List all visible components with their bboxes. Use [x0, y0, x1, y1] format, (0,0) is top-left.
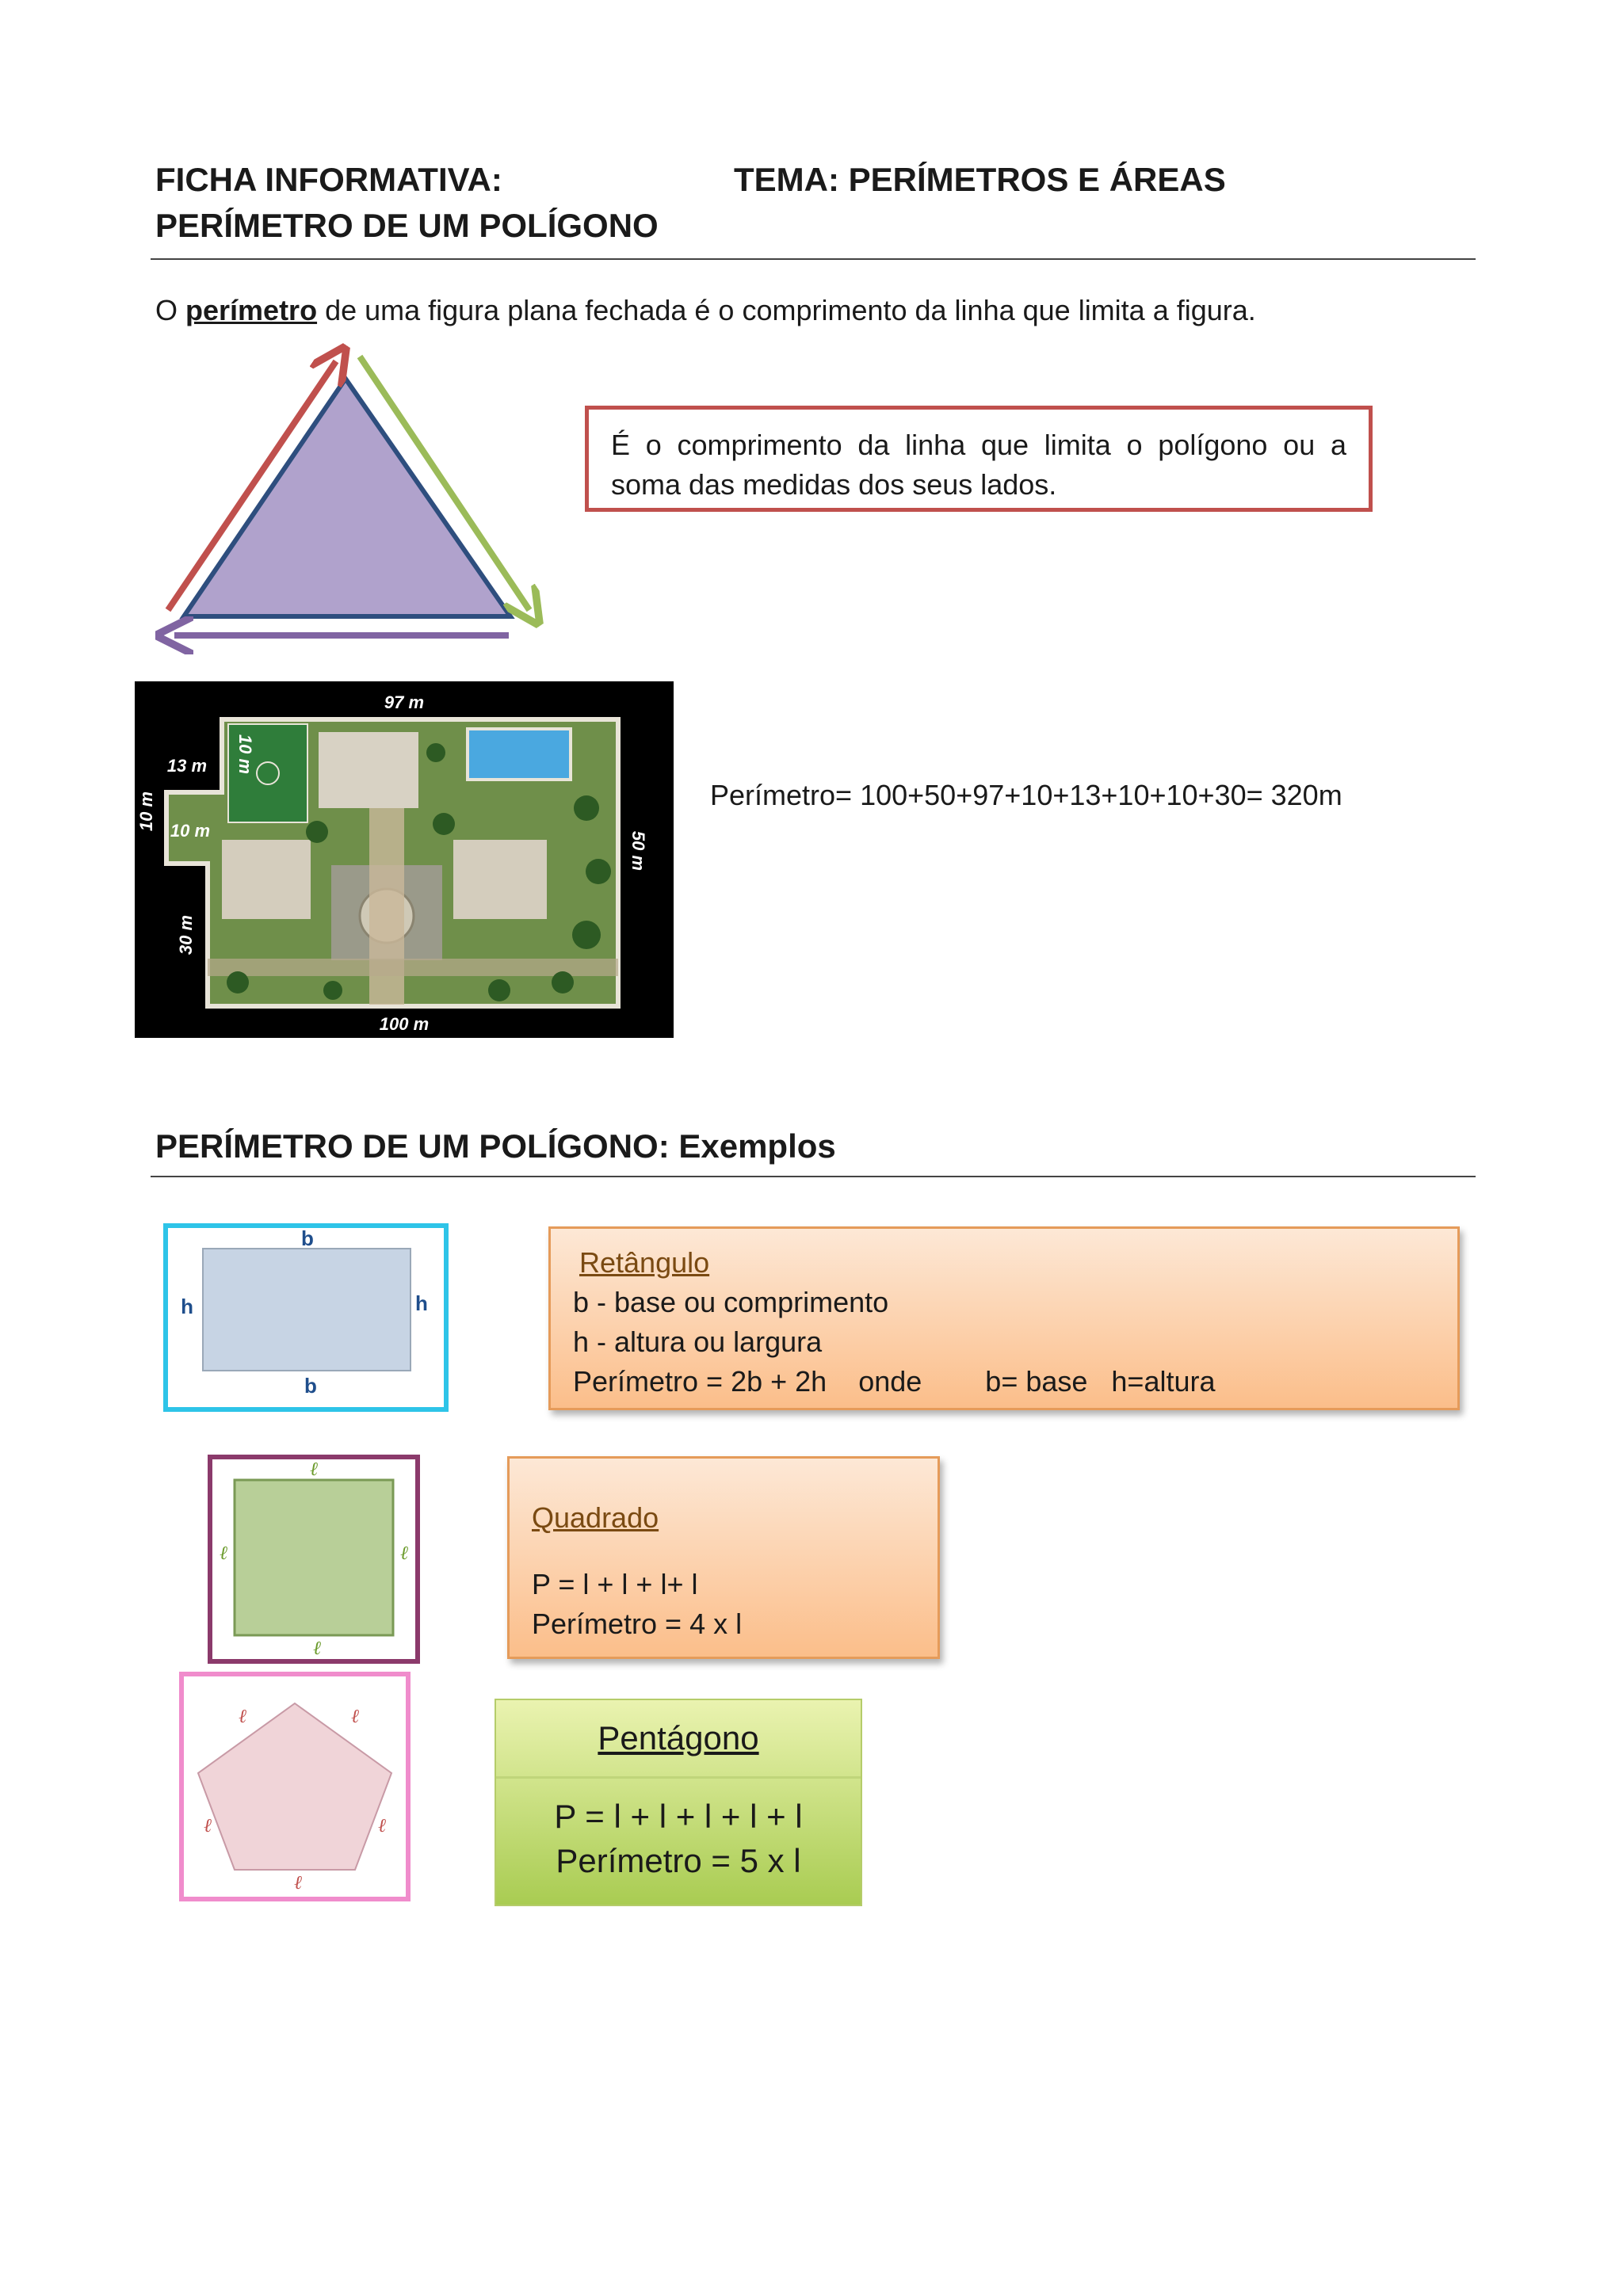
pentagon-label-top-left: ℓ: [239, 1705, 246, 1727]
garden-plan-drawing: [135, 681, 674, 1038]
pentagon-line1: P = l + l + l + l + l: [554, 1798, 803, 1835]
pentagon-line2: Perímetro = 5 x l: [556, 1842, 801, 1879]
plan-label-bottom: 100 m: [379, 1014, 430, 1034]
rectangle-figure: [163, 1223, 449, 1412]
triangle-figure: [151, 341, 563, 658]
rectangle-title: Retângulo: [579, 1246, 710, 1279]
rect-label-bottom: b: [304, 1374, 317, 1398]
rectangle-box: [548, 1226, 1460, 1410]
pentagon-figure: [179, 1672, 411, 1901]
rect-label-left: h: [181, 1295, 193, 1318]
rectangle-line2: h - altura ou largura: [573, 1325, 823, 1358]
pentagon-box: [495, 1699, 862, 1906]
pentagon-label-bottom: ℓ: [294, 1871, 302, 1894]
garden-plan-image: [135, 681, 674, 1038]
rect-label-top: b: [301, 1226, 314, 1250]
square-title: Quadrado: [532, 1501, 659, 1534]
square-shape: [235, 1480, 393, 1635]
pentagon-label-left: ℓ: [204, 1814, 212, 1836]
intro-before: O: [155, 294, 186, 326]
triangle-shape: [184, 379, 510, 616]
examples-heading: PERÍMETRO DE UM POLÍGONO: Exemplos: [155, 1127, 836, 1165]
intro-text: [155, 292, 1256, 330]
plan-label-notch-vertical: 10 m: [235, 734, 255, 775]
plan-label-notch-inner: 10 m: [170, 821, 211, 841]
plan-label-top: 97 m: [384, 692, 425, 712]
rect-label-right: h: [415, 1291, 428, 1315]
rectangle-line3: Perímetro = 2b + 2h onde b= base h=altura: [573, 1365, 1216, 1398]
square-label-right: ℓ: [400, 1542, 408, 1564]
examples-divider: [151, 1176, 1476, 1177]
intro-keyword: perímetro: [185, 294, 318, 326]
pentagon-label-top-right: ℓ: [351, 1705, 359, 1727]
square-label-bottom: ℓ: [313, 1637, 321, 1659]
intro-after: de uma figura plana fechada é o comprimento da linha que limita a figura.: [317, 294, 1256, 326]
plan-label-right: 50 m: [628, 830, 648, 871]
pentagon-label-right: ℓ: [378, 1814, 386, 1836]
header-divider: [151, 258, 1476, 260]
definition-box: É o comprimento da linha que limita o polígono ou a soma das medidas dos seus lados.: [585, 406, 1373, 512]
square-figure: [208, 1455, 420, 1664]
header-left-line2: PERÍMETRO DE UM POLÍGONO: [155, 207, 659, 244]
pentagon-title: Pentágono: [496, 1700, 861, 1779]
plan-label-notch-top: 13 m: [166, 756, 208, 776]
rectangle-line1: b - base ou comprimento: [573, 1286, 889, 1318]
plan-label-left-upper: 10 m: [136, 791, 156, 832]
square-line2: Perímetro = 4 x l: [532, 1608, 743, 1640]
square-label-left: ℓ: [220, 1542, 227, 1564]
plan-perimeter-text: Perímetro= 100+50+97+10+13+10+10+30= 320m: [710, 779, 1342, 811]
square-line1: P = l + l + l+ l: [532, 1568, 698, 1600]
plan-label-left-lower: 30 m: [176, 914, 196, 955]
header-right: TEMA: PERÍMETROS E ÁREAS: [734, 161, 1226, 198]
rectangle-shape: [203, 1249, 411, 1371]
square-label-top: ℓ: [310, 1458, 318, 1480]
square-box: [507, 1456, 940, 1659]
header-left-line1: FICHA INFORMATIVA:: [155, 161, 502, 198]
